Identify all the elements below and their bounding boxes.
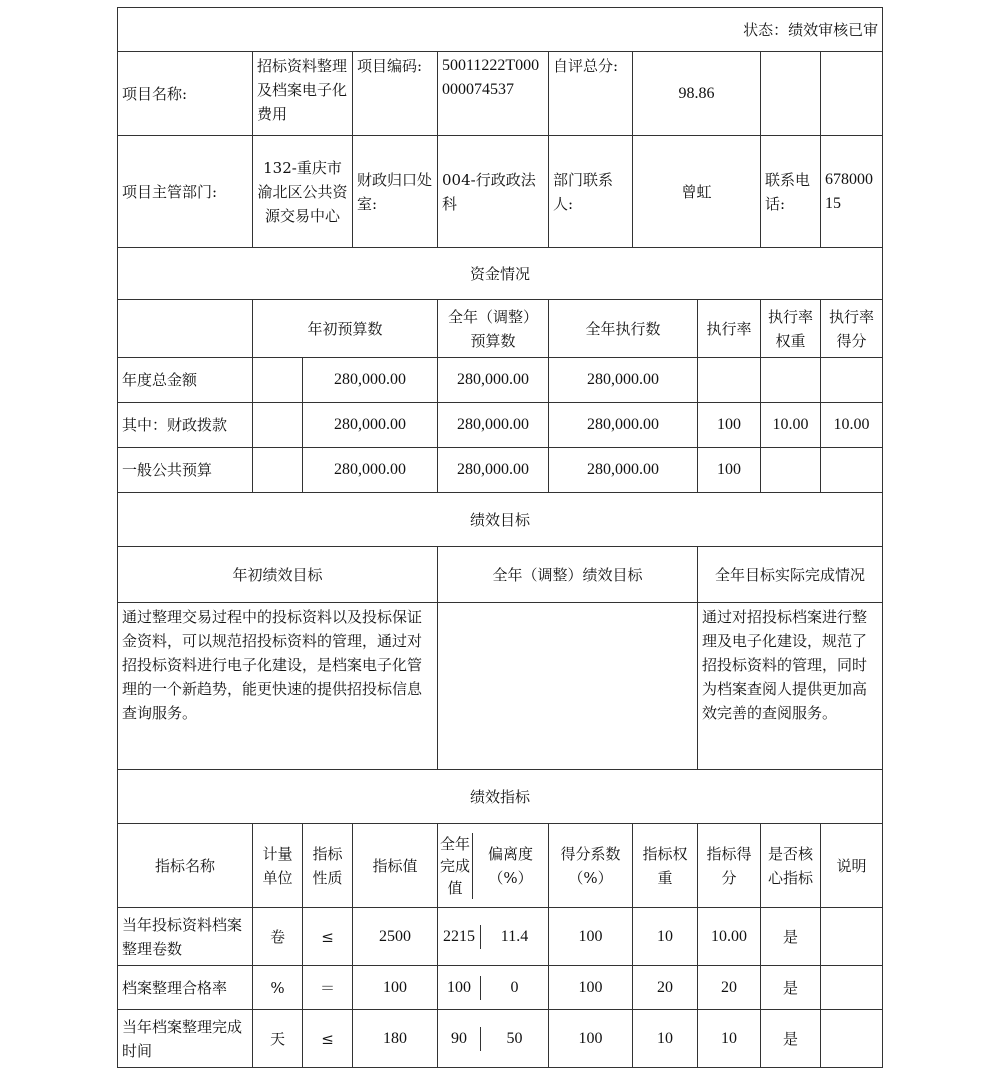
indicator-header-unit: 计量单位	[253, 824, 303, 908]
indicator-unit: %	[253, 966, 303, 1010]
contact-label: 部门联系人:	[549, 136, 633, 248]
indicator-header-group	[438, 824, 549, 908]
funds-score	[821, 358, 883, 403]
funds-row	[118, 358, 883, 403]
indicator-header-nature: 指标性质	[303, 824, 353, 908]
empty-cell	[761, 52, 821, 136]
funds-section-title: 资金情况	[118, 248, 883, 300]
indicator-target: 2500	[353, 908, 438, 966]
empty-cell	[253, 448, 303, 493]
funds-rate	[698, 358, 761, 403]
indicator-core: 是	[761, 1010, 821, 1068]
indicator-target: 100	[353, 966, 438, 1010]
indicator-name: 当年档案整理完成时间	[118, 1010, 253, 1068]
goals-actual-text: 通过对招投标档案进行整理及电子化建设，规范了招投标资料的管理，同时为档案查阅人提供更加高效完善的查阅服务。	[698, 603, 883, 770]
indicator-actual-group	[438, 966, 549, 1010]
indicator-header-subtable	[438, 833, 548, 899]
funds-header-blank	[118, 300, 253, 358]
indicator-subtable	[438, 1027, 548, 1051]
goals-adjusted-text	[438, 603, 698, 770]
self-score-value: 98.86	[633, 52, 761, 136]
finance-office-label: 财政归口处室:	[353, 136, 438, 248]
indicator-core: 是	[761, 908, 821, 966]
indicator-header-target: 指标值	[353, 824, 438, 908]
indicator-note	[821, 1010, 883, 1068]
project-name-label: 项目名称:	[118, 52, 253, 136]
indicator-header-weight: 指标权重	[633, 824, 698, 908]
indicator-name: 当年投标资料档案整理卷数	[118, 908, 253, 966]
indicator-header-note: 说明	[821, 824, 883, 908]
funds-header-rate: 执行率	[698, 300, 761, 358]
indicator-weight: 10	[633, 908, 698, 966]
indicator-deviation: 50	[506, 1029, 523, 1047]
project-code-label: 项目编码:	[353, 52, 438, 136]
funds-adjusted: 280,000.00	[438, 358, 549, 403]
funds-weight	[761, 448, 821, 493]
funds-executed: 280,000.00	[549, 358, 698, 403]
indicator-actual: 90	[438, 1027, 481, 1051]
indicator-core: 是	[761, 966, 821, 1010]
indicator-weight: 10	[633, 1010, 698, 1068]
indicator-note	[821, 966, 883, 1010]
funds-header-executed: 全年执行数	[549, 300, 698, 358]
indicator-actual-group	[438, 1010, 549, 1068]
indicator-nature: ≤	[303, 908, 353, 966]
indicator-target: 180	[353, 1010, 438, 1068]
indicator-header-coef: 得分系数（%）	[549, 824, 633, 908]
indicator-deviation: 0	[510, 978, 519, 996]
indicator-actual: 2215	[438, 925, 481, 949]
goals-initial-text: 通过整理交易过程中的投标资料以及投标保证金资料，可以规范招投标资料的管理，通过对招投标资料进行电子化建设，是档案电子化管理的一个新趋势，能更快速的提供招投标信息查询服务。	[118, 603, 438, 770]
funds-adjusted: 280,000.00	[438, 403, 549, 448]
funds-header-initial: 年初预算数	[253, 300, 438, 358]
funds-header-weight: 执行率权重	[761, 300, 821, 358]
funds-initial: 280,000.00	[303, 448, 438, 493]
funds-score: 10.00	[821, 403, 883, 448]
goals-header-adjusted: 全年（调整）绩效目标	[438, 547, 698, 603]
indicator-score: 20	[698, 966, 761, 1010]
funds-adjusted: 280,000.00	[438, 448, 549, 493]
indicator-actual: 100	[438, 976, 481, 1000]
empty-cell	[821, 52, 883, 136]
funds-initial: 280,000.00	[303, 403, 438, 448]
indicator-nature: ≤	[303, 1010, 353, 1068]
funds-header-score: 执行率得分	[821, 300, 883, 358]
performance-table	[117, 7, 883, 1068]
indicator-deviation: 11.4	[500, 927, 529, 945]
funds-weight: 10.00	[761, 403, 821, 448]
project-name-value: 招标资料整理及档案电子化费用	[253, 52, 353, 136]
phone-label: 联系电话:	[761, 136, 821, 248]
indicator-coef: 100	[549, 908, 633, 966]
funds-row-label: 其中：财政拨款	[118, 403, 253, 448]
finance-office-value: 004-行政政法科	[438, 136, 549, 248]
indicator-weight: 20	[633, 966, 698, 1010]
funds-row-label: 年度总金额	[118, 358, 253, 403]
funds-score	[821, 448, 883, 493]
funds-executed: 280,000.00	[549, 403, 698, 448]
project-code-value: 50011222T000000074537	[438, 52, 549, 136]
indicator-score: 10	[698, 1010, 761, 1068]
funds-initial: 280,000.00	[303, 358, 438, 403]
self-score-label: 自评总分:	[549, 52, 633, 136]
contact-value: 曾虹	[633, 136, 761, 248]
funds-row	[118, 448, 883, 493]
indicator-name: 档案整理合格率	[118, 966, 253, 1010]
indicator-header-core: 是否核心指标	[761, 824, 821, 908]
status-text: 状态：绩效审核已审	[118, 8, 883, 52]
indicator-actual-group	[438, 908, 549, 966]
dept-value: 132-重庆市渝北区公共资源交易中心	[253, 136, 353, 248]
funds-row	[118, 403, 883, 448]
dept-label: 项目主管部门:	[118, 136, 253, 248]
indicator-row	[118, 966, 883, 1010]
indicator-unit: 天	[253, 1010, 303, 1068]
funds-header-adjusted: 全年（调整）预算数	[438, 300, 549, 358]
goals-header-initial: 年初绩效目标	[118, 547, 438, 603]
indicator-header-actual: 全年完成值	[438, 833, 473, 899]
indicator-coef: 100	[549, 1010, 633, 1068]
goals-section-title: 绩效目标	[118, 493, 883, 547]
indicator-score: 10.00	[698, 908, 761, 966]
empty-cell	[253, 358, 303, 403]
indicator-row	[118, 1010, 883, 1068]
funds-rate: 100	[698, 403, 761, 448]
funds-weight	[761, 358, 821, 403]
phone-value: 67800015	[821, 136, 883, 248]
empty-cell	[253, 403, 303, 448]
indicator-note	[821, 908, 883, 966]
indicator-header-deviation: 偏离度（%）	[487, 844, 533, 887]
indicator-subtable	[438, 976, 548, 1000]
funds-rate: 100	[698, 448, 761, 493]
indicator-header-score: 指标得分	[698, 824, 761, 908]
goals-header-actual: 全年目标实际完成情况	[698, 547, 883, 603]
indicator-nature: ＝	[303, 966, 353, 1010]
indicator-unit: 卷	[253, 908, 303, 966]
funds-executed: 280,000.00	[549, 448, 698, 493]
indicator-subtable	[438, 925, 548, 949]
indicator-coef: 100	[549, 966, 633, 1010]
indicator-header-name: 指标名称	[118, 824, 253, 908]
indicators-section-title: 绩效指标	[118, 770, 883, 824]
indicator-row	[118, 908, 883, 966]
funds-row-label: 一般公共预算	[118, 448, 253, 493]
